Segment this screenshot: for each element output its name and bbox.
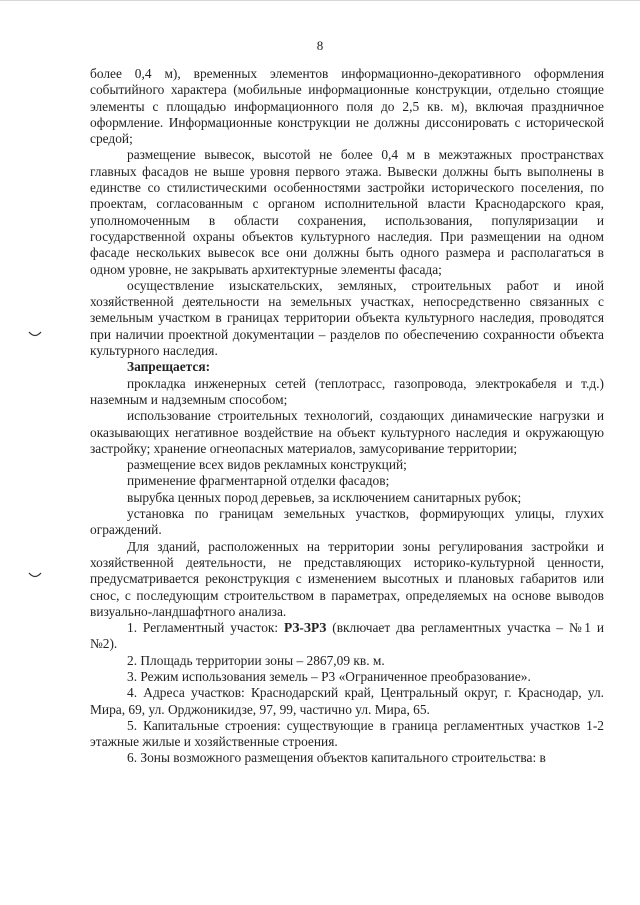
list-item: установка по границам земельных участков, формирующих улицы, глухих ограждений.	[90, 506, 604, 538]
paragraph: Для зданий, расположенных на территории зоны регулирования застройки и хозяйственной деятельности, не представляющих историко-культурной ценности, предусматривается реконструкция с изменением высотных и плановых габаритов или снос, с последующим строительством в параметрах, определяемых на основе выводов визуально-ландшафтного анализа.	[90, 538, 604, 619]
list-item: использование строительных технологий, создающих динамические нагрузки и оказывающих негативное воздействие на объект культурного наследия и окружающую застройку; хранение огнеопасных материалов, замусоривание территории;	[90, 408, 604, 456]
paragraph: осуществление изыскательских, земляных, строительных работ и иной хозяйственной деятельности на земельных участках, непосредственно связанных с земельным участком в границах территории объекта культурного наследия, проводятся при наличии проектной документации – разделов по обеспечению сохранности объекта культурного наследия.	[90, 277, 604, 359]
list-item: применение фрагментарной отделки фасадов;	[127, 473, 390, 489]
numbered-item: 4. Адреса участков: Краснодарский край, Центральный округ, г. Краснодар, ул. Мира, 69, ул. Орджоникидзе, 97, 99, частично ул. Мира, 65.	[90, 685, 604, 717]
paragraph: размещение вывесок, высотой не более 0,4 м в межэтажных пространствах главных фасадов не выше уровня первого этажа. Вывески должны быть выполнены в единстве со стилистическими особенностями застройки исторического поселения, по проектам, согласованным с органом исполнительной власти Краснодарского края, уполномоченным в области сохранения, использования, популяризации и государственной охраны объектов культурного наследия. При размещении на одном фасаде нескольких вывесок все они должны быть одного размера и располагаться в одном уровне, не закрывать архитектурные элементы фасада;	[90, 147, 604, 277]
scan-top-edge	[0, 0, 640, 1]
section-heading: Запрещается:	[127, 359, 211, 375]
document-body	[90, 66, 604, 767]
numbered-item: 5. Капитальные строения: существующие в граница регламентных участков 1-2 этажные жилые и хозяйственные строения.	[90, 717, 604, 750]
numbered-item: 3. Режим использования земель – Р3 «Ограниченное преобразование».	[127, 668, 531, 684]
paragraph: более 0,4 м), временных элементов информационно-декоративного оформления событийного характера (мобильные информационные конструкции, отдельно стоящие элементы с площадью информационного поля до 2,5 кв. м), включая праздничное оформление. Информационные конструкции не должны диссонировать с исторической средой;	[90, 66, 604, 147]
list-item: прокладка инженерных сетей (теплотрасс, газопровода, электрокабеля и т.д.) наземным и надземным способом;	[90, 375, 604, 407]
item-text: 1. Регламентный участок:	[127, 620, 285, 636]
hole-punch-mark	[28, 572, 42, 580]
hole-punch-mark	[28, 331, 42, 339]
page-number: 8	[316, 38, 324, 53]
numbered-item	[90, 620, 604, 653]
numbered-item: 2. Площадь территории зоны – 2867,09 кв. м.	[127, 652, 385, 668]
list-item: вырубка ценных пород деревьев, за исключением санитарных рубок;	[127, 489, 522, 505]
zone-code: РЗ-ЗРЗ	[284, 620, 327, 636]
numbered-item: 6. Зоны возможного размещения объектов капитального строительства: в	[127, 750, 546, 766]
list-item: размещение всех видов рекламных конструкций;	[127, 457, 407, 473]
item-text: (включает два регламентных участка – №1 и №2).	[90, 620, 605, 652]
